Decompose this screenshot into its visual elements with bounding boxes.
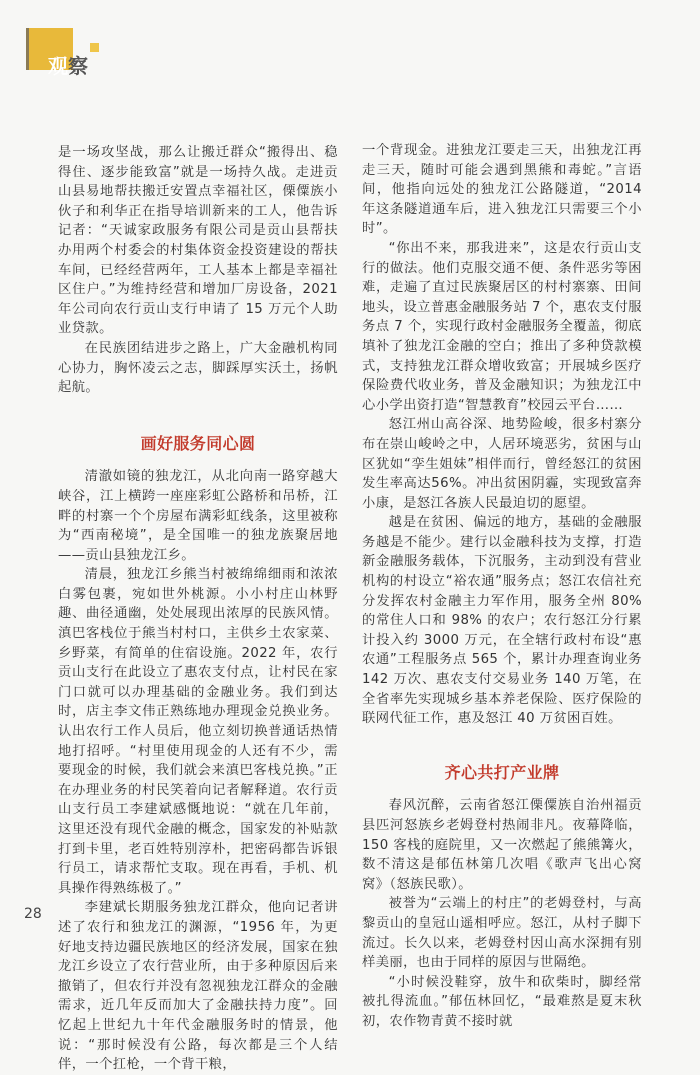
page-number: 28 — [24, 906, 42, 922]
section-label — [48, 50, 88, 79]
paragraph: 清晨，独龙江乡熊当村被绵绵细雨和浓浓白雾包裹，宛如世外桃源。小小村庄山林野趣、曲径通幽，处处展现出浓厚的民族风情。滇巴客栈位于熊当村村口，主供乡土农家菜、乡野菜，有简单的住宿设施。2022 年，农行贡山支行在此设立了惠农支付点，让村民在家门口就可以办理基础的金融业务。我们到达时，店主李文伟正熟练地办理现金兑换业务。认出农行工作人员后，他立刻切换普通话热情地打招呼。“村里使用现金的人还有不少，需要现金的时候，我们就会来滇巴客栈兑换。”正在办理业务的村民笑着向记者解释道。农行贡山支行员工李建斌感慨地说：“就在几年前，这里还没有现代金融的概念，国家发的补贴款打到卡里，老百姓特别淳朴，把密码都告诉银行员工，请求帮忙支取。现在再看，手机、机具操作得熟练极了。” — [58, 567, 338, 896]
paragraph: “小时候没鞋穿，放牛和砍柴时，脚经常被扎得流血。”郁伍林回忆，“最难熬是夏末秋初，农作物青黄不接时就 — [362, 974, 642, 1029]
paragraph: 是一场攻坚战，那么让搬迁群众“搬得出、稳得住、逐步能致富”就是一场持久战。走进贡山县易地帮扶搬迁安置点幸福社区，傈僳族小伙子和利华正在指导培训新来的工人，他告诉记者：“天诚家政服务有限公司是贡山县帮扶办用两个村委会的村集体资金投资建设的帮扶车间，已经经营两年，工人基本上都是幸福社区住户。”为维持经营和增加厂房设备，2021 年公司向农行贡山支行申请了 15 万元个人助业贷款。 — [58, 145, 338, 337]
paragraph: 春风沉醉，云南省怒江傈僳族自治州福贡县匹河怒族乡老姆登村热闹非凡。夜幕降临，150 客栈的庭院里，又一次燃起了熊熊篝火，数不清这是郁伍林第几次唱《歌声飞出心窝窝》（怒族民歌）。 — [362, 798, 642, 892]
paragraph: 李建斌长期服务独龙江群众，他向记者讲述了农行和独龙江的渊源，“1956 年，为更好地支持边疆民族地区的经济发展，国家在独龙江乡设立了农行营业所，由于多种原因后来撤销了，但农行并没有忽视独龙江群众的金融需求，近几年反而加大了金融扶持力度”。回忆起上世纪九十年代金融服务时的情景，他说：“那时候没有公路，每次都是三个人结伴，一个扛枪，一个背干粮， — [58, 900, 338, 1073]
paragraph: 越是在贫困、偏远的地方，基础的金融服务越是不能少。建行以金融科技为支撑，打造新金融服务载体，下沉服务，主动到没有营业机构的村设立“裕农通”服务点；怒江农信社充分发挥农村金融主力军作用，服务全州 80% 的常住人口和 98% 的农户；农行怒江分行累计投入约 3000 万元，在全辖行政村布设“惠农通”工程服务点 565 个，累计办理查询业务 142 万次、惠农支付交易业务 140 万笔，在全省率先实现城乡基本养老保险、医疗保险的联网代征工作，惠及怒江 40 万贫困百姓。 — [362, 515, 642, 727]
section-label-part1: 观 — [48, 54, 68, 78]
section-heading: 画好服务同心圆 — [140, 433, 256, 453]
left-column — [58, 143, 338, 1075]
paragraph: 清澈如镜的独龙江，从北向南一路穿越大峡谷，江上横跨一座座彩虹公路桥和吊桥，江畔的村寨一个个房屋布满彩虹线条，这里被称为“西南秘境”，是全国唯一的独龙族聚居地——贡山县独龙江乡。 — [58, 469, 338, 563]
paragraph: 怒江州山高谷深、地势险峻，很多村寨分布在崇山峻岭之中，人居环境恶劣，贫困与山区犹如“孪生姐妹”相伴而行，曾经怒江的贫困发生率高达56%。冲出贫困阴霾，实现致富奔小康，是怒江各族人民最迫切的愿望。 — [362, 417, 642, 511]
section-heading: 齐心共打产业牌 — [444, 762, 560, 782]
paragraph: 在民族团结进步之路上，广大金融机构同心协力，胸怀凌云之志，脚踩厚实沃土，扬帆起航。 — [58, 340, 338, 396]
paragraph: “你出不来，那我进来”，这是农行贡山支行的做法。他们克服交通不便、条件恶劣等困难，走遍了直过民族聚居区的村村寨寨、田间地头，设立普惠金融服务站 7 个，惠农支付服务点 7 个，实现行政村金融服务全覆盖，彻底填补了独龙江金融的空白；推出了多种贷款模式，支持独龙江群众增收致富；开展城乡医疗保险费代收业务，普及金融知识；为独龙江中心小学出资打造“智慧教育”校园云平台…… — [362, 240, 642, 413]
right-column — [362, 141, 642, 1032]
section-logo-accent — [90, 43, 99, 52]
paragraph: 一个背现金。进独龙江要走三天，出独龙江再走三天，随时可能会遇到黑熊和毒蛇。”言语间，他指向远处的独龙江公路隧道，“2014 年这条隧道通车后，进入独龙江只需要三个小时”。 — [362, 143, 642, 237]
paragraph: 被誉为“云端上的村庄”的老姆登村，与高黎贡山的皇冠山遥相呼应。怒江，从村子脚下流过。长久以来，老姆登村因山高水深拥有别样美丽，也由于同样的原因与世隔绝。 — [362, 896, 642, 971]
section-label-part2: 察 — [68, 54, 88, 78]
